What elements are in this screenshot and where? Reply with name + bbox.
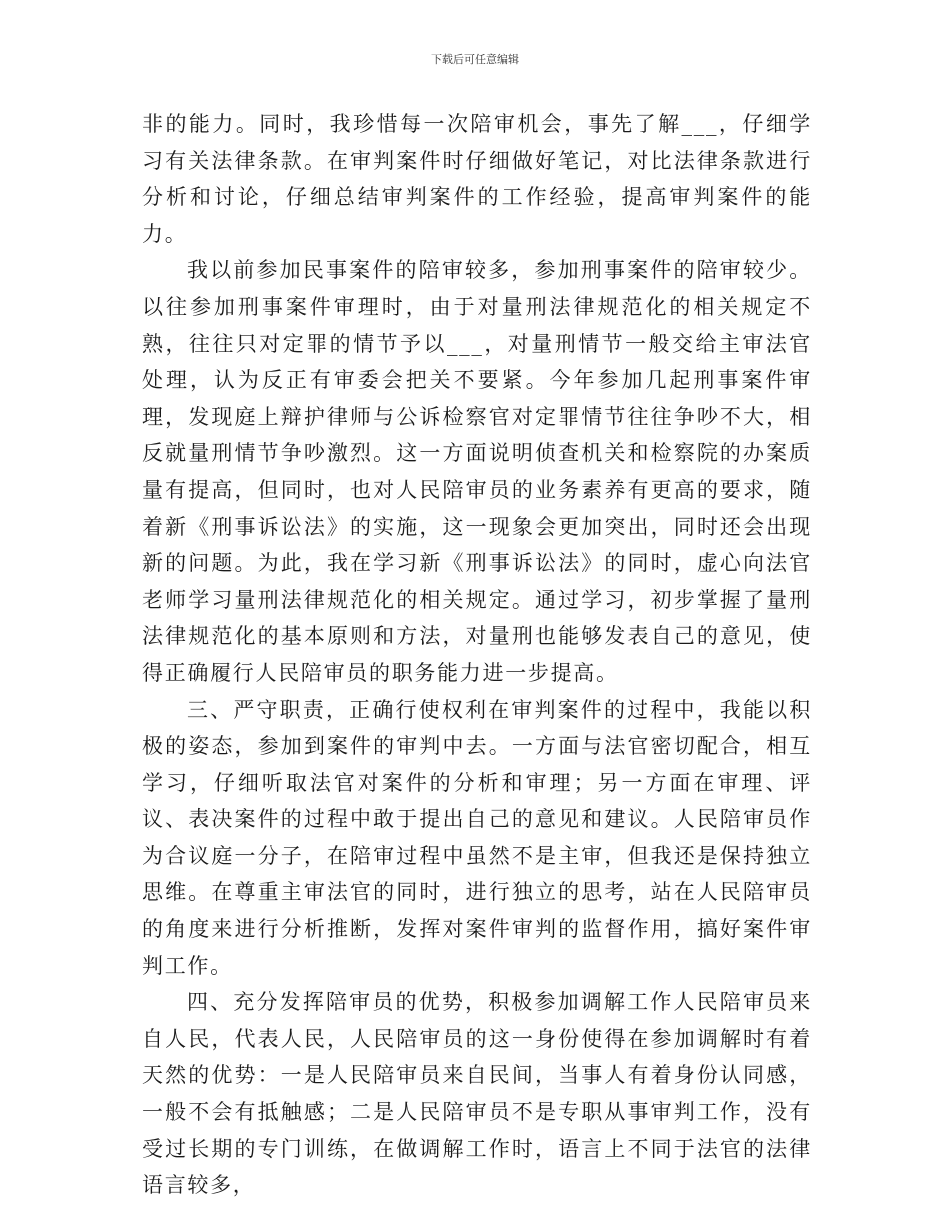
paragraph-criminal-trials: 我以前参加民事案件的陪审较多，参加刑事案件的陪审较少。以往参加刑事案件审理时，由于对量刑法律规范化的相关规定不熟，往往只对定罪的情节予以___，对量刑情节一般交给主审法官处理，认为反正有审委会把关不要紧。今年参加几起刑事案件审理，发现庭上辩护律师与公诉检察官对定罪情节往往争吵不大，相反就量刑情节争吵激烈。这一方面说明侦查机关和检察院的办案质量有提高，但同时，也对人民陪审员的业务素养有更高的要求，随着新《刑事诉讼法》的实施，这一现象会更加突出，同时还会出现新的问题。为此，我在学习新《刑事诉讼法》的同时，虚心向法官老师学习量刑法律规范化的相关规定。通过学习，初步掌握了量刑法律规范化的基本原则和方法，对量刑也能够发表自己的意见，使得正确履行人民陪审员的职务能力进一步提高。 — [142, 258, 812, 685]
paragraph-section-three: 三、严守职责，正确行使权利在审判案件的过程中，我能以积极的姿态，参加到案件的审判中去。一方面与法官密切配合，相互学习，仔细听取法官对案件的分析和审理；另一方面在审理、评议、表决案件的过程中敢于提出自己的意见和建议。人民陪审员作为合议庭一分子，在陪审过程中虽然不是主审，但我还是保持独立思维。在尊重主审法官的同时，进行独立的思考，站在人民陪审员的角度来进行分析推断，发挥对案件审判的监督作用，搞好案件审判工作。 — [142, 697, 812, 978]
paragraph-section-four: 四、充分发挥陪审员的优势，积极参加调解工作人民陪审员来自人民，代表人民，人民陪审员的这一身份使得在参加调解时有着天然的优势：一是人民陪审员来自民间，当事人有着身份认同感，一般不会有抵触感；二是人民陪审员不是专职从事审判工作，没有受过长期的专门训练，在做调解工作时，语言上不同于法官的法律语言较多， — [142, 990, 812, 1198]
paragraph-continuation: 非的能力。同时，我珍惜每一次陪审机会，事先了解___，仔细学习有关法律条款。在审判案件时仔细做好笔记，对比法律条款进行分析和讨论，仔细总结审判案件的工作经验，提高审判案件的能力。 — [142, 112, 812, 246]
document-body — [142, 106, 812, 1204]
page-header: 下载后可任意编辑 — [431, 53, 519, 66]
